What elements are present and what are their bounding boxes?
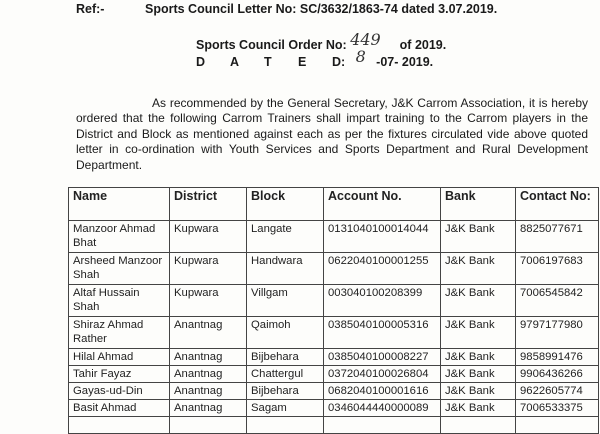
cell-name: Tahir Fayaz [69, 366, 170, 383]
dated-letter: D [196, 55, 206, 69]
table-header-row [69, 188, 599, 221]
order-number-line [196, 30, 447, 53]
cell-district: Anantnag [170, 317, 247, 349]
cell-contact: 9622605774 [516, 383, 599, 400]
cell-contact: 7006533375 [516, 400, 599, 417]
table-row [69, 253, 599, 285]
cell-name: Altaf Hussain Shah [69, 285, 170, 317]
reference-label: Ref:- [76, 2, 105, 16]
cell-name: Basit Ahmad [69, 400, 170, 417]
table-row [69, 221, 599, 253]
order-prefix: Sports Council Order No: [196, 38, 347, 52]
order-suffix: of 2019. [399, 38, 447, 52]
table-row-cut-off [69, 417, 599, 434]
trainers-table [68, 187, 599, 434]
header-bank: Bank [441, 188, 516, 221]
table-row [69, 317, 599, 349]
cell-account: 0682040100001616 [324, 383, 441, 400]
dated-letter: D: [332, 55, 346, 69]
cell-empty [247, 417, 324, 434]
header-contact: Contact No: [516, 188, 599, 221]
cell-district: Kupwara [170, 221, 247, 253]
cell-block: Villgam [247, 285, 324, 317]
order-number-handwritten: 449 [350, 30, 381, 49]
cell-block: Bijbehara [247, 349, 324, 366]
cell-name: Hilal Ahmad [69, 349, 170, 366]
cell-bank: J&K Bank [441, 253, 516, 285]
cell-account: 003040100208399 [324, 285, 441, 317]
cell-name: Shiraz Ahmad Rather [69, 317, 170, 349]
cell-account: 0372040100026804 [324, 366, 441, 383]
table-row [69, 349, 599, 366]
cell-district: Kupwara [170, 285, 247, 317]
cell-bank: J&K Bank [441, 317, 516, 349]
day-handwritten: 8 [355, 47, 366, 66]
cell-contact: 7006545842 [516, 285, 599, 317]
header-district: District [170, 188, 247, 221]
header-account: Account No. [324, 188, 441, 221]
table-row [69, 383, 599, 400]
order-paragraph [76, 96, 588, 173]
cell-district: Anantnag [170, 366, 247, 383]
cell-contact: 9906436266 [516, 366, 599, 383]
paragraph-text: As recommended by the General Secretary, J&K Carrom Association, it is hereby ordered that the following Carrom Trainers shall impart training to the Carrom players in the District and Block as mentioned against each as per the fixtures circulated vide above quoted letter in co-ordination with Youth Services and Sports Department and Rural Development Department. [76, 96, 588, 172]
cell-block: Qaimoh [247, 317, 324, 349]
cell-account: 0131040100014044 [324, 221, 441, 253]
cell-bank: J&K Bank [441, 221, 516, 253]
cell-empty [441, 417, 516, 434]
cell-block: Langate [247, 221, 324, 253]
cell-block: Chattergul [247, 366, 324, 383]
cell-bank: J&K Bank [441, 366, 516, 383]
cell-contact: 9797177980 [516, 317, 599, 349]
cell-district: Kupwara [170, 253, 247, 285]
cell-name: Arsheed Manzoor Shah [69, 253, 170, 285]
table-row [69, 285, 599, 317]
cell-account: 0385040100005316 [324, 317, 441, 349]
cell-contact: 9858991476 [516, 349, 599, 366]
dated-letter: T [264, 55, 272, 69]
table-row [69, 400, 599, 417]
cell-bank: J&K Bank [441, 285, 516, 317]
cell-name: Gayas-ud-Din [69, 383, 170, 400]
cell-district: Anantnag [170, 383, 247, 400]
cell-block: Sagam [247, 400, 324, 417]
cell-empty [516, 417, 599, 434]
cell-district: Anantnag [170, 400, 247, 417]
dated-letter: A [230, 55, 240, 69]
cell-district: Anantnag [170, 349, 247, 366]
dated-letter: E [298, 55, 307, 69]
cell-empty [69, 417, 170, 434]
dated-line [196, 47, 446, 70]
cell-block: Bijbehara [247, 383, 324, 400]
table-row [69, 366, 599, 383]
header-name: Name [69, 188, 170, 221]
cell-block: Handwara [247, 253, 324, 285]
cell-empty [170, 417, 247, 434]
cell-account: 0622040100001255 [324, 253, 441, 285]
date-rest: -07- 2019. [376, 55, 434, 69]
order-block [196, 30, 447, 70]
cell-bank: J&K Bank [441, 383, 516, 400]
cell-bank: J&K Bank [441, 400, 516, 417]
cell-account: 0346044440000089 [324, 400, 441, 417]
cell-empty [324, 417, 441, 434]
cell-account: 0385040100008227 [324, 349, 441, 366]
cell-contact: 7006197683 [516, 253, 599, 285]
cell-contact: 8825077671 [516, 221, 599, 253]
cell-name: Manzoor Ahmad Bhat [69, 221, 170, 253]
cell-bank: J&K Bank [441, 349, 516, 366]
header-block: Block [247, 188, 324, 221]
reference-text: Sports Council Letter No: SC/3632/1863-74 dated 3.07.2019. [145, 2, 498, 16]
